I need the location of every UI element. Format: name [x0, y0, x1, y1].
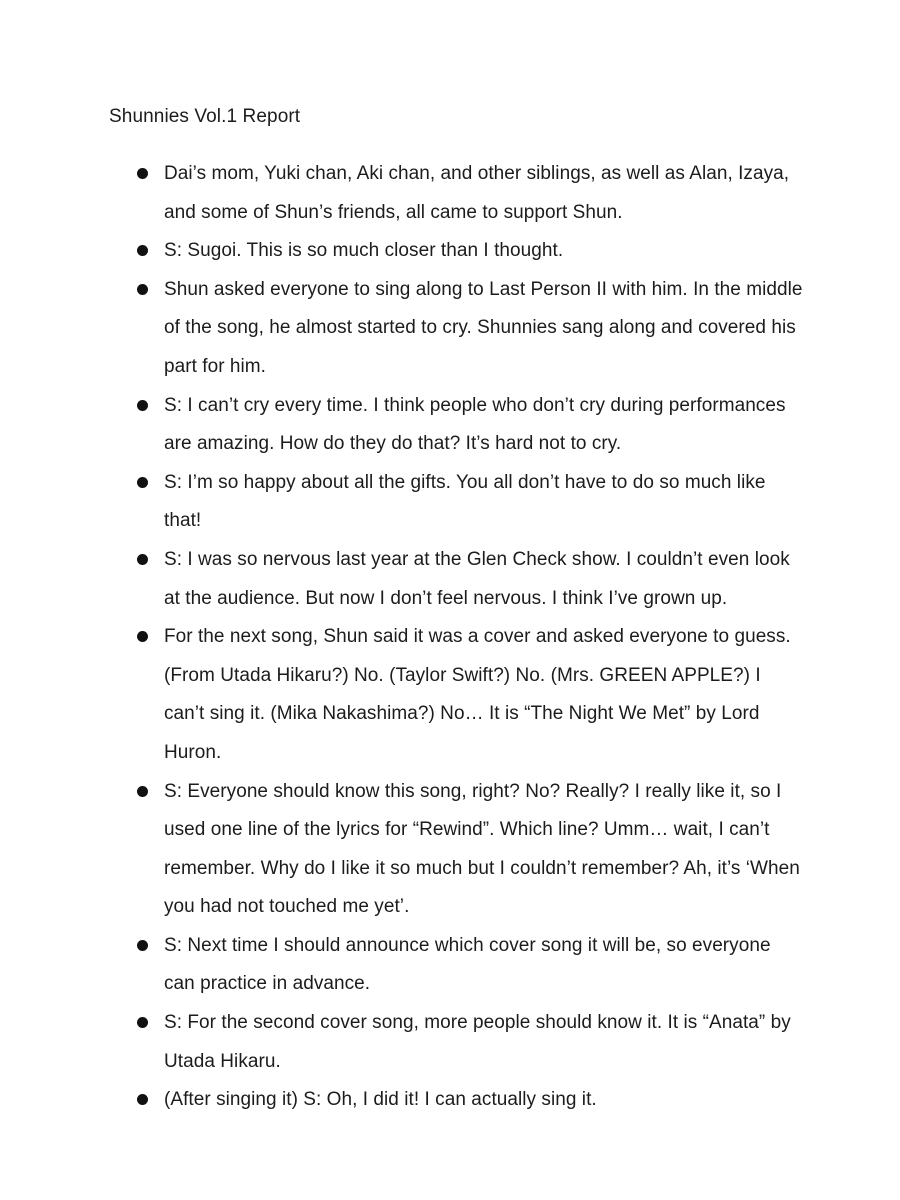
bullet-text: S: Next time I should announce which cover song it will be, so everyone can practice in advance. — [164, 934, 771, 995]
bullet-item-5 — [0, 464, 900, 541]
bullet-text: S: Everyone should know this song, right? No? Really? I really like it, so I used one line of the lyrics for “Rewind”. Which line? Umm… wait, I can’t remember. Why do I like it so much but I couldn’t remember? Ah, it’s ‘When you had not touched me yet’. — [164, 780, 800, 918]
bullet-text: S: For the second cover song, more people should know it. It is “Anata” by Utada Hikaru. — [164, 1012, 791, 1072]
bullet-item-10 — [0, 1004, 900, 1081]
bullet-text: (After singing it) S: Oh, I did it! I can actually sing it. — [164, 1089, 597, 1111]
bullet-item-7 — [0, 618, 900, 772]
bullet-item-11 — [0, 1081, 900, 1120]
bullet-dot-icon — [137, 554, 148, 565]
bullet-dot-icon — [137, 245, 148, 256]
bullet-dot-icon — [137, 940, 148, 951]
bullet-text: Dai’s mom, Yuki chan, Aki chan, and other siblings, as well as Alan, Izaya, and some of Shun’s friends, all came to support Shun. — [164, 163, 790, 223]
bullet-item-8 — [0, 773, 900, 927]
bullet-list — [0, 155, 900, 1120]
bullet-text: For the next song, Shun said it was a cover and asked everyone to guess. (From Utada Hikaru?) No. (Taylor Swift?) No. (Mrs. GREEN APPLE?) I can’t sing it. (Mika Nakashima?) No… It is “The Night We Met” by Lord Huron. — [164, 626, 791, 763]
bullet-text: S: I was so nervous last year at the Glen Check show. I couldn’t even look at the audience. But now I don’t feel nervous. I think I’ve grown up. — [164, 548, 790, 609]
bullet-item-9 — [0, 927, 900, 1004]
bullet-dot-icon — [137, 1017, 148, 1028]
document-title: Shunnies Vol.1 Report — [109, 106, 301, 127]
bullet-text: S: Sugoi. This is so much closer than I thought. — [164, 240, 564, 262]
bullet-text: S: I can’t cry every time. I think people who don’t cry during performances are amazing. How do they do that? It’s hard not to cry. — [164, 394, 786, 455]
bullet-item-1 — [0, 155, 900, 232]
bullet-dot-icon — [137, 786, 148, 797]
bullet-dot-icon — [137, 400, 148, 411]
bullet-dot-icon — [137, 168, 148, 179]
bullet-item-3 — [0, 271, 900, 387]
bullet-dot-icon — [137, 477, 148, 488]
bullet-text: Shun asked everyone to sing along to Last Person II with him. In the middle of the song, he almost started to cry. Shunnies sang along and covered his part for him. — [164, 278, 803, 377]
bullet-item-6 — [0, 541, 900, 618]
bullet-dot-icon — [137, 1094, 148, 1105]
bullet-dot-icon — [137, 284, 148, 295]
bullet-dot-icon — [137, 631, 148, 642]
bullet-item-4 — [0, 387, 900, 464]
bullet-text: S: I’m so happy about all the gifts. You all don’t have to do so much like that! — [164, 471, 766, 532]
bullet-item-2 — [0, 232, 900, 271]
